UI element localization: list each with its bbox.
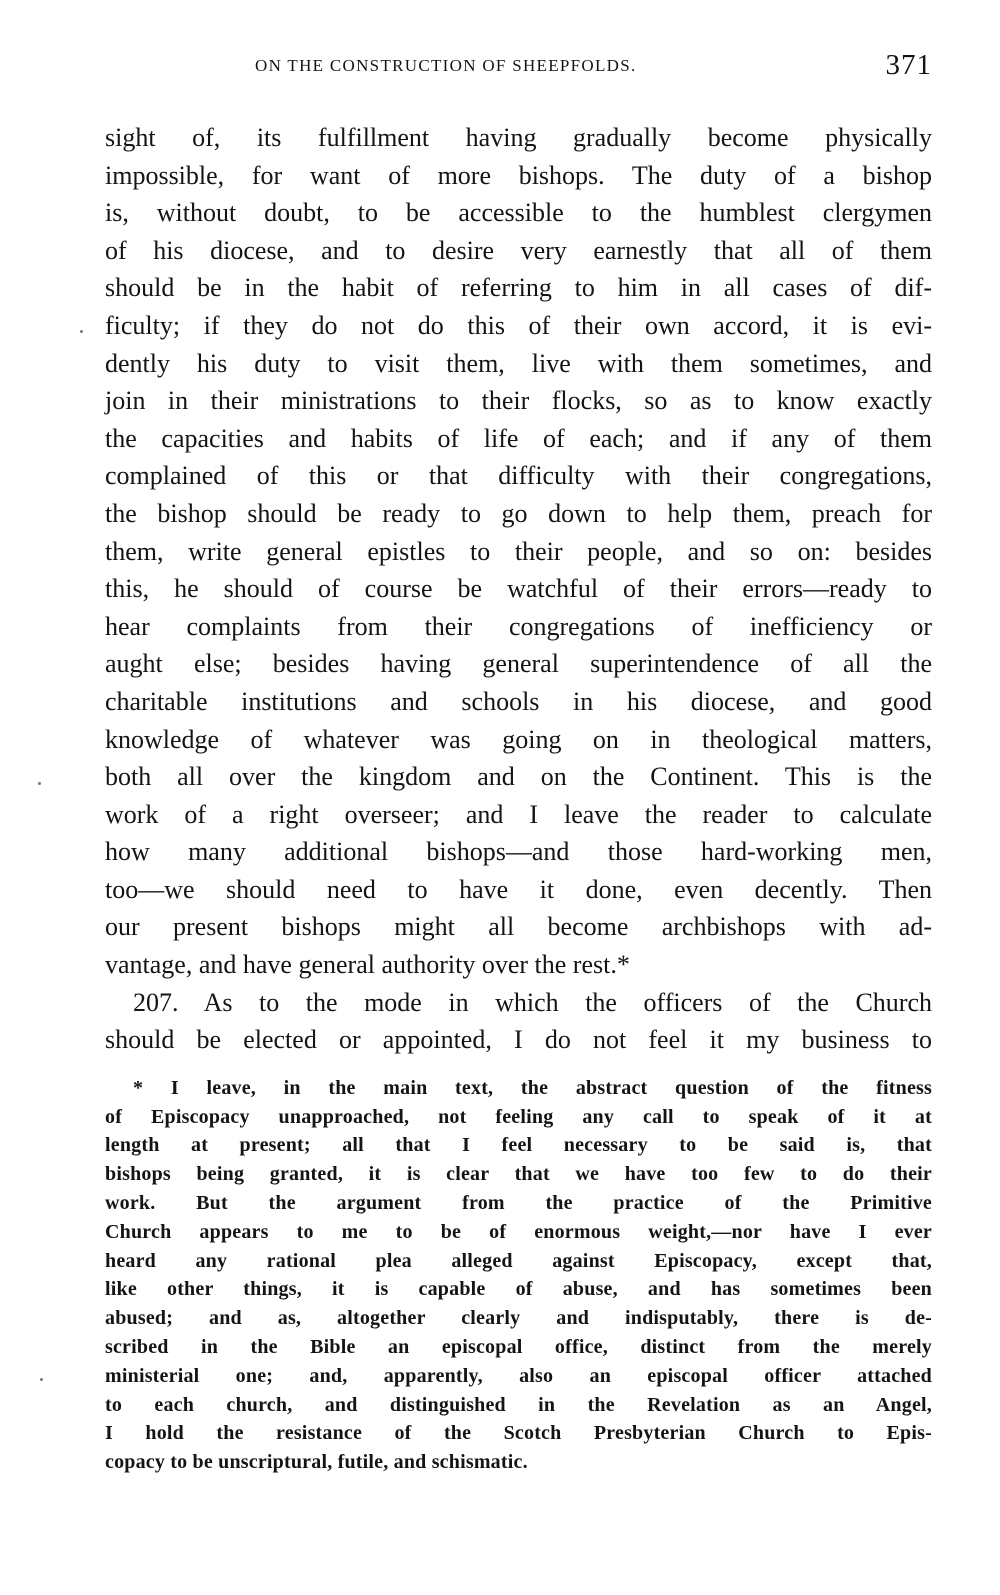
text-line: too—we should need to have it done, even decently. Then: [105, 874, 932, 904]
footnote-line: length at present; all that I feel necessary to be said is, that: [105, 1134, 932, 1157]
text-line: them, write general epistles to their people, and so on: besides: [105, 536, 932, 566]
scan-speck: [80, 330, 83, 333]
footnote-line: work. But the argument from the practice of the Primitive: [105, 1192, 932, 1215]
footnote-line: abused; and as, altogether clearly and indisputably, there is de-: [105, 1307, 932, 1330]
text-line: the bishop should be ready to go down to help them, preach for: [105, 498, 932, 528]
text-line: charitable institutions and schools in his diocese, and good: [105, 686, 932, 716]
text-line: this, he should of course be watchful of their errors—ready to: [105, 574, 932, 604]
text-line: impossible, for want of more bishops. The duty of a bishop: [105, 160, 932, 190]
text-line: join in their ministrations to their flocks, so as to know exactly: [105, 386, 932, 416]
footnote-line: * I leave, in the main text, the abstract question of the fitness: [133, 1076, 932, 1099]
footnote-line: copacy to be unscriptural, futile, and schismatic.: [105, 1451, 528, 1474]
text-line: our present bishops might all become archbishops with ad-: [105, 912, 932, 942]
text-line: complained of this or that difficulty with their congregations,: [105, 461, 932, 491]
footnote-line: ministerial one; and, apparently, also an episcopal officer attached: [105, 1364, 932, 1387]
footnote-line: like other things, it is capable of abuse, and has sometimes been: [105, 1278, 932, 1301]
text-line: aught else; besides having general superintendence of all the: [105, 649, 932, 679]
text-line: the capacities and habits of life of each; and if any of them: [105, 423, 932, 453]
footnote-line: Church appears to me to be of enormous weight,—nor have I ever: [105, 1220, 932, 1243]
footnote-line: of Episcopacy unapproached, not feeling any call to speak of it at: [105, 1105, 932, 1128]
text-line: should be in the habit of referring to him in all cases of dif-: [105, 273, 932, 303]
text-line: ficulty; if they do not do this of their own accord, it is evi-: [105, 310, 932, 340]
main-text: [105, 119, 932, 1059]
footnote-line: to each church, and distinguished in the Revelation as an Angel,: [105, 1393, 932, 1416]
footnote: [105, 1074, 932, 1477]
footnote-line: heard any rational plea alleged against Episcopacy, except that,: [105, 1249, 932, 1272]
page-number: 371: [885, 49, 932, 81]
text-line: hear complaints from their congregations of inefficiency or: [105, 611, 932, 641]
scan-speck: [40, 1378, 43, 1381]
footnote-line: scribed in the Bible an episcopal office, distinct from the merely: [105, 1336, 932, 1359]
text-line: knowledge of whatever was going on in theological matters,: [105, 724, 932, 754]
text-line: both all over the kingdom and on the Continent. This is the: [105, 762, 932, 792]
text-line: should be elected or appointed, I do not feel it my business to: [105, 1025, 932, 1055]
text-line: sight of, its fulfillment having gradually become physically: [105, 123, 932, 152]
scan-speck: [38, 782, 41, 785]
running-head: [105, 44, 932, 94]
text-line: how many additional bishops—and those hard-working men,: [105, 837, 932, 867]
paragraph-207-start: 207. As to the mode in which the officers of the Church: [133, 987, 932, 1017]
text-line: is, without doubt, to be accessible to the humblest clergymen: [105, 198, 932, 228]
footnote-line: I hold the resistance of the Scotch Presbyterian Church to Epis-: [105, 1422, 932, 1445]
footnote-line: bishops being granted, it is clear that we have too few to do their: [105, 1163, 932, 1186]
text-line: of his diocese, and to desire very earnestly that all of them: [105, 235, 932, 265]
running-title: ON THE CONSTRUCTION OF SHEEPFOLDS.: [255, 56, 637, 75]
text-line: vantage, and have general authority over the rest.*: [105, 950, 630, 980]
text-line: dently his duty to visit them, live with them sometimes, and: [105, 348, 932, 378]
text-line: work of a right overseer; and I leave the reader to calculate: [105, 799, 932, 829]
book-page: [105, 44, 932, 1477]
